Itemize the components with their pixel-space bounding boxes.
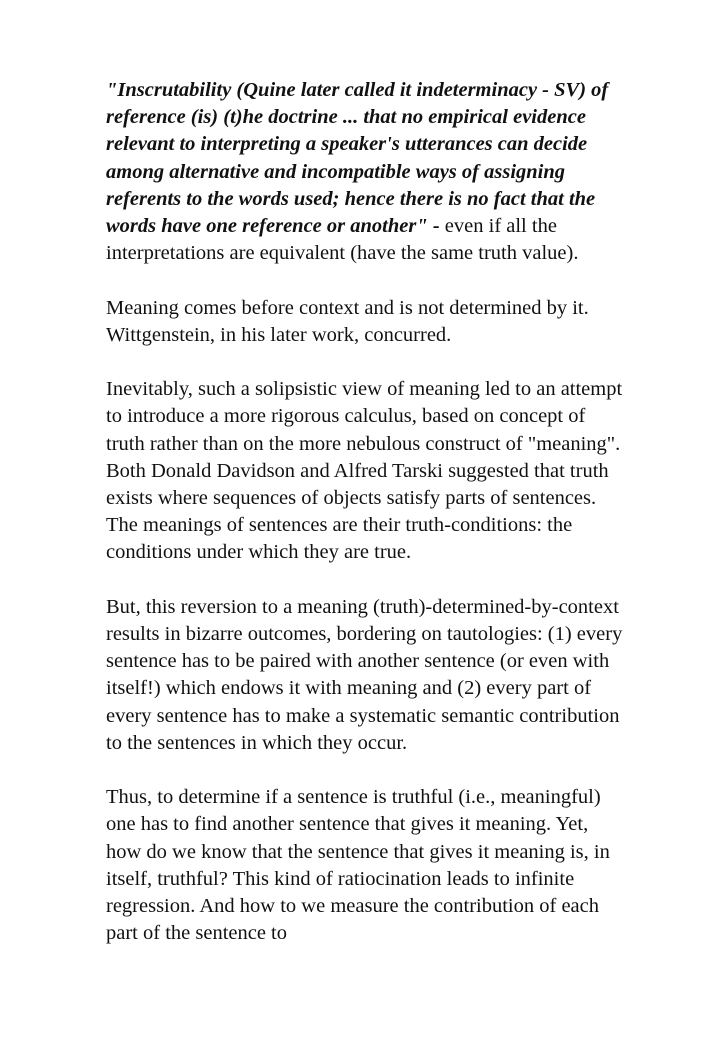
paragraph-truth-calculus: Inevitably, such a solipsistic view of meaning led to an attempt to introduce a more rigorous calculus, based on concept of truth rather than on the more nebulous construct of "meaning". Both Donald Davidson and Alfred Tarski suggested that truth exists where sequences of objects satisfy parts of sentences. The meanings of sentences are their truth-conditions: the conditions under which they are true. (106, 378, 623, 564)
paragraph-reversion: But, this reversion to a meaning (truth)-determined-by-context results in bizarre outcomes, bordering on tautologies: (1) every sentence has to be paired with another sentence (or even with itself!) which endows it with meaning and (2) every part of every sentence has to make a systematic semantic contribution to the sentences in which they occur. (106, 595, 623, 754)
paragraph-regression: Thus, to determine if a sentence is truthful (i.e., meaningful) one has to find another sentence that gives it meaning. Yet, how do we know that the sentence that gives it meaning is, in itself, truthful? This kind of ratiocination leads to infinite regression. And how to we measure the contribution of each part of the sentence to (106, 786, 610, 945)
paragraph-text: even if all the interpretations are equivalent (have the same truth value). (106, 215, 579, 265)
quine-quote: "Inscrutability (Quine later called it indeterminacy - SV) of reference (is) (t)he doctrine ... that no empirical evidence relevant to interpreting a speaker's utterances can decide among alternative and incompatible ways of assigning referents to the words used; hence there is no fact that the words have one reference or another" - (106, 79, 609, 238)
paragraph-inscrutability (106, 77, 626, 267)
body-text (106, 77, 626, 975)
paragraph-meaning-context: Meaning comes before context and is not determined by it. Wittgenstein, in his later work, concurred. (106, 296, 589, 346)
